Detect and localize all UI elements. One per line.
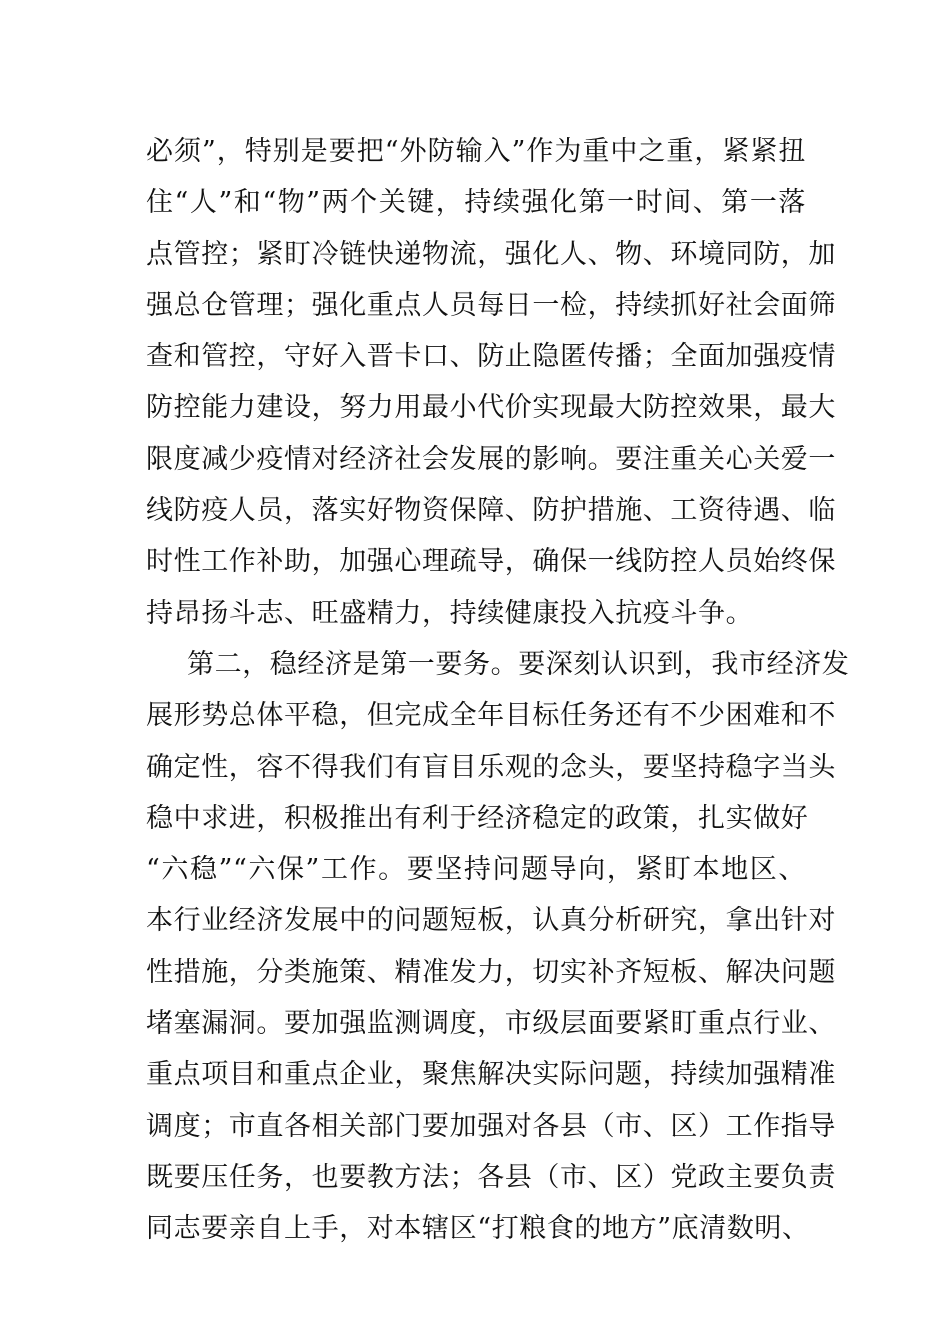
text-line: 强总仓管理；强化重点人员每日一检，持续抓好社会面筛	[146, 289, 836, 321]
text-line: 同志要亲自上手，对本辖区“打粮食的地方”底清数明、	[146, 1213, 810, 1245]
text-line: 本行业经济发展中的问题短板，认真分析研究，拿出针对	[146, 905, 836, 937]
text-line: 时性工作补助，加强心理疏导，确保一线防控人员始终保	[146, 546, 836, 578]
text-line: 稳中求进，积极推出有利于经济稳定的政策，扎实做好	[146, 802, 809, 834]
text-line: 既要压任务，也要教方法；各县（市、区）党政主要负责	[146, 1161, 836, 1193]
text-line: 第二，稳经济是第一要务。要深刻认识到，我市经济发	[187, 648, 850, 680]
text-line: 限度减少疫情对经济社会发展的影响。要注重关心关爱一	[146, 443, 836, 475]
body-text	[146, 126, 850, 1255]
text-line: 线防疫人员，落实好物资保障、防护措施、工资待遇、临	[146, 495, 836, 527]
text-line: “六稳”“六保”工作。要坚持问题导向，紧盯本地区、	[146, 854, 806, 886]
text-line: 查和管控，守好入晋卡口、防止隐匿传播；全面加强疫情	[146, 341, 836, 373]
text-line: 必须”，特别是要把“外防输入”作为重中之重，紧紧扭	[146, 136, 806, 167]
text-line: 重点项目和重点企业，聚焦解决实际问题，持续加强精准	[146, 1059, 836, 1091]
text-line: 持昂扬斗志、旺盛精力，持续健康投入抗疫斗争。	[146, 597, 754, 629]
paragraph-epidemic-control	[146, 126, 836, 639]
text-line: 堵塞漏洞。要加强监测调度，市级层面要紧盯重点行业、	[146, 1008, 836, 1040]
paragraph-stabilize-economy	[146, 639, 850, 1255]
text-line: 确定性，容不得我们有盲目乐观的念头，要坚持稳字当头	[146, 751, 836, 783]
text-line: 调度；市直各相关部门要加强对各县（市、区）工作指导	[146, 1110, 836, 1142]
text-line: 点管控；紧盯冷链快递物流，强化人、物、环境同防，加	[146, 238, 836, 270]
text-line: 住“人”和“物”两个关键，持续强化第一时间、第一落	[146, 187, 806, 219]
text-line: 性措施，分类施策、精准发力，切实补齐短板、解决问题	[146, 956, 836, 988]
text-line: 防控能力建设，努力用最小代价实现最大防控效果，最大	[146, 392, 836, 424]
text-line: 展形势总体平稳，但完成全年目标任务还有不少困难和不	[146, 700, 836, 732]
